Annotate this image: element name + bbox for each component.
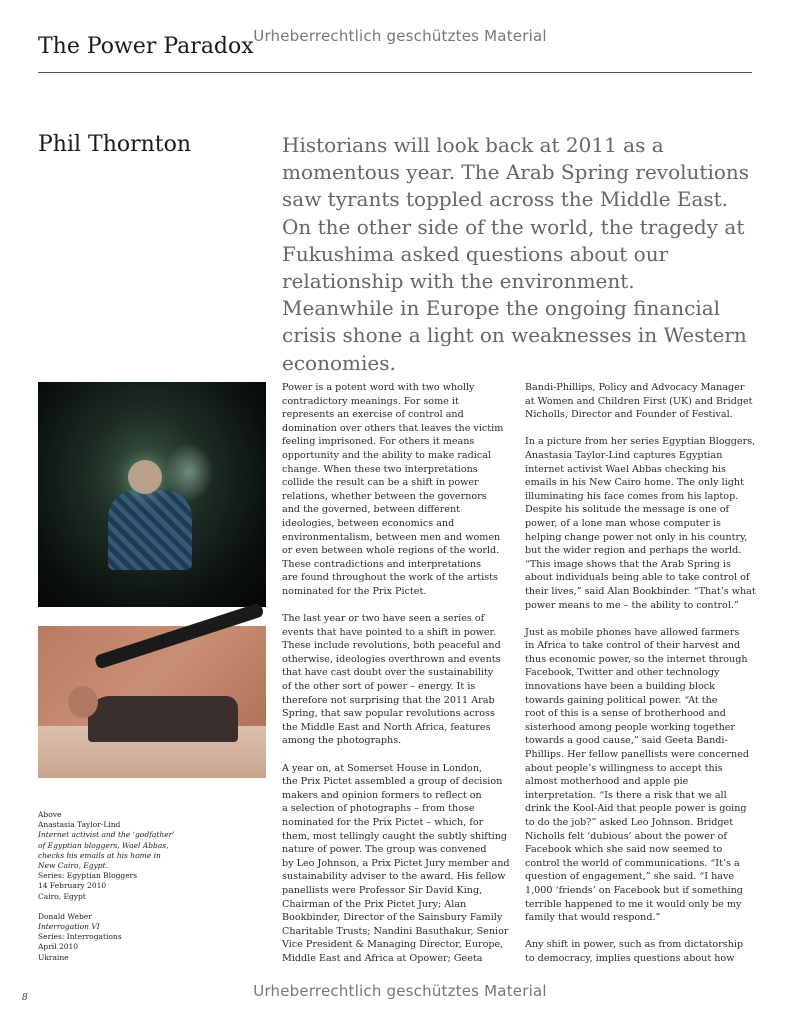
text-line: power means to me – the ability to control.” (525, 599, 739, 611)
body-paragraph (525, 626, 747, 925)
text-line: emails in his New Cairo home. The only light (525, 477, 744, 489)
text-line: Bandi-Phillips, Policy and Advocacy Manager (525, 382, 745, 393)
text-line: Nicholls felt ‘dubious’ about the power of (525, 830, 727, 842)
text-line: Middle East and Africa at Opower; Geeta (282, 952, 483, 964)
text-line: almost motherhood and apple pie (525, 776, 689, 788)
figure-head (68, 686, 98, 718)
text-line: Bookbinder, Director of the Sainsbury Family (282, 912, 503, 924)
text-line: about people’s willingness to accept this (525, 762, 723, 774)
body-column-2 (525, 381, 756, 979)
text-line: events that have pointed to a shift in power. (282, 626, 497, 638)
text-line: power, of a lone man whose computer is (525, 517, 721, 529)
text-line: question of engagement,” she said. “I have (525, 871, 735, 883)
text-line: environmentalism, between men and women (282, 531, 501, 543)
text-line: Facebook which she said now seemed to (525, 844, 723, 856)
body-paragraph (525, 938, 747, 965)
text-line: control the world of communications. “It’s a (525, 857, 740, 869)
text-line: among the photographs. (282, 735, 402, 747)
text-line: These include revolutions, both peaceful and (282, 640, 501, 652)
text-line: Phillips. Her fellow panellists were concerned (525, 749, 749, 761)
text-line: interpretation. “Is there a risk that we all (525, 789, 727, 801)
text-line: Spring, that saw popular revolutions across (282, 708, 495, 720)
caption-block (38, 810, 266, 902)
text-line: a selection of photographs – from those (282, 803, 475, 815)
text-line: or even between whole regions of the world. (282, 545, 500, 557)
caption-line: Cairo, Egypt (38, 891, 86, 901)
text-line: the Prix Pictet assembled a group of decision (282, 776, 503, 788)
text-line: otherwise, ideologies overthrown and events (282, 653, 501, 665)
text-line: drink the Kool-Aid that people power is going (525, 803, 747, 815)
photo-interrogation (38, 626, 266, 778)
figure-body (108, 490, 192, 570)
text-line: them, most tellingly caught the subtly shifting (282, 830, 508, 842)
watermark-top: Urheberrechtlich geschütztes Material (253, 27, 547, 45)
text-line: nominated for the Prix Pictet. (282, 585, 427, 597)
text-line: Vice President & Managing Director, Europe, (282, 939, 504, 951)
caption-line: Series: Interrogations (38, 932, 122, 942)
text-line: terrible happened to me it would only be my (525, 898, 742, 910)
text-line: ideologies, between economics and (282, 517, 455, 529)
text-line: Charitable Trusts; Nandini Basuthakur, Senior (282, 925, 509, 937)
text-line: opportunity and the ability to make radical (282, 449, 491, 461)
text-line: root of this is a sense of brotherhood and (525, 708, 726, 720)
caption-line: Internet activist and the ‘godfather’ (38, 830, 175, 840)
text-line: to do the job?” asked Leo Johnson. Bridget (525, 817, 734, 828)
text-line: therefore not surprising that the 2011 Arab (282, 694, 495, 706)
lead-paragraph: Historians will look back at 2011 as a momentous year. The Arab Spring revolutions saw tyrants toppled across the Middle East. On the other side of the world, the tragedy at Fukushima asked questions about our relationship with the environment. Meanwhile in Europe the ongoing financial crisis shone a light on weaknesses in Western economies. (282, 133, 750, 375)
body-paragraph (282, 612, 504, 748)
text-line: and the governed, between different (282, 504, 461, 516)
text-line: towards a good cause,” said Geeta Bandi- (525, 735, 728, 747)
text-line: to democracy, implies questions about how (525, 952, 735, 964)
text-line: represents an exercise of control and (282, 409, 464, 421)
text-line: nature of power. The group was convened (282, 844, 487, 856)
text-line: change. When these two interpretations (282, 463, 478, 475)
caption-line: Series: Egyptian Bloggers (38, 871, 138, 881)
caption-line: 14 February 2010 (38, 881, 107, 891)
text-line: of the other sort of power – energy. It is (282, 681, 476, 693)
text-line: In a picture from her series Egyptian Bloggers, (525, 436, 756, 448)
text-line: sisterhood among people working together (525, 721, 736, 733)
photo-captions (38, 810, 266, 973)
figure-body (88, 696, 238, 742)
page-title: The Power Paradox (38, 34, 254, 59)
text-line: contradictory meanings. For some it (282, 395, 459, 407)
text-line: their lives,” said Alan Bookbinder. “That’s what (525, 585, 756, 597)
caption-block (38, 912, 266, 963)
text-line: about individuals being able to take control of (525, 572, 750, 584)
text-line: Facebook, Twitter and other technology (525, 667, 720, 679)
text-line: are found throughout the work of the artists (282, 572, 498, 584)
text-line: family that would respond.” (525, 912, 661, 924)
text-line: makers and opinion formers to reflect on (282, 789, 482, 801)
text-line: innovations have been a building block (525, 681, 715, 693)
text-line: Just as mobile phones have allowed farmers (525, 626, 740, 638)
body-paragraph (525, 381, 753, 422)
text-line: These contradictions and interpretations (282, 558, 482, 570)
text-line: Despite his solitude the message is one of (525, 504, 730, 516)
text-line: relations, whether between the governors (282, 490, 487, 502)
text-line: but the wider region and perhaps the world. (525, 545, 742, 557)
watermark-bottom: Urheberrechtlich geschütztes Material (253, 982, 547, 1000)
text-line: feeling imprisoned. For others it means (282, 436, 475, 448)
body-paragraph (282, 762, 510, 966)
text-line: towards gaining political power. “At the (525, 694, 718, 706)
text-line: domination over others that leaves the victim (282, 422, 504, 434)
text-line: internet activist Wael Abbas checking his (525, 463, 726, 475)
text-line: helping change power not only in his country, (525, 531, 748, 543)
caption-line: Donald Weber (38, 911, 92, 921)
text-line: the Middle East and North Africa, features (282, 721, 491, 733)
text-line: thus economic power, so the internet through (525, 653, 748, 665)
caption-line: checks his emails at his home in (38, 850, 161, 860)
text-line: The last year or two have seen a series of (282, 613, 485, 625)
text-line: collide the result can be a shift in power (282, 477, 479, 489)
caption-line: Anastasia Taylor-Lind (38, 820, 121, 830)
caption-line: Ukraine (38, 952, 69, 962)
text-line: Any shift in power, such as from dictatorship (525, 939, 744, 951)
text-line: illuminating his face comes from his laptop. (525, 490, 739, 502)
title-rule (38, 72, 752, 73)
body-paragraph (525, 435, 756, 612)
body-paragraph (282, 381, 504, 599)
text-line: Power is a potent word with two wholly (282, 382, 475, 393)
text-line: that have cast doubt over the sustainability (282, 667, 494, 679)
extended-arm (94, 602, 265, 669)
caption-line: of Egyptian bloggers, Wael Abbas, (38, 840, 169, 850)
caption-line: Interrogation VI (38, 922, 100, 932)
caption-line: Above (38, 810, 62, 819)
text-line: at Women and Children First (UK) and Bridget (525, 395, 753, 407)
text-line: nominated for the Prix Pictet – which, for (282, 817, 484, 828)
text-line: in Africa to take control of their harvest and (525, 640, 741, 652)
photo-wael-abbas (38, 382, 266, 607)
text-line: A year on, at Somerset House in London, (282, 762, 483, 774)
text-line: “This image shows that the Arab Spring is (525, 558, 731, 570)
text-line: Anastasia Taylor-Lind captures Egyptian (525, 449, 723, 461)
text-line: panellists were Professor Sir David King, (282, 884, 483, 896)
page-number: 8 (22, 993, 28, 1003)
text-line: 1,000 ‘friends’ on Facebook but if something (525, 884, 743, 896)
caption-line: New Cairo, Egypt. (38, 861, 108, 871)
figure-head (128, 460, 162, 494)
text-line: by Leo Johnson, a Prix Pictet Jury member and (282, 857, 510, 869)
text-line: Chairman of the Prix Pictet Jury; Alan (282, 898, 467, 910)
author-name: Phil Thornton (38, 132, 192, 157)
text-line: Nicholls, Director and Founder of Festival. (525, 409, 733, 421)
caption-line: April 2010 (38, 942, 79, 952)
text-line: sustainability adviser to the award. His fellow (282, 871, 506, 883)
body-column-1 (282, 381, 510, 979)
